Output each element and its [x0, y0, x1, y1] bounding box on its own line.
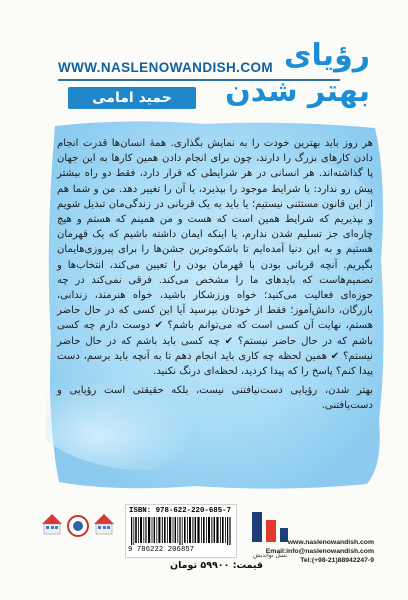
brs-logo-icon-2: [94, 514, 114, 534]
barcode-digits: 9 786222 206857: [128, 546, 195, 554]
brs-logo-icon: [42, 514, 62, 534]
contact-email: Email:info@naslenowandish.com: [265, 548, 374, 555]
barcode-icon: [131, 517, 231, 545]
blurb-panel: [45, 120, 385, 492]
certification-logos: [38, 496, 118, 548]
isbn-barcode-box: [125, 504, 237, 558]
book-title-line-2: بهتر شدن: [225, 74, 370, 109]
blurb-text: [57, 136, 373, 418]
blurb-paragraph-1: هر روز باید بهترین خودت را به نمایش بگذاری. همهٔ انسان‌ها قدرت انجام دادن کارهای بزرگ را دارند، چون برای انجام دادن همین کارها به این جهان پا گذاشته‌اند. هر انسانی در هر شرایطی که قرار دارد، فقط دو راه بیشتر پیش رو ندارد: یا شرایط موجود را بپذیرد، یا آن را تغییر دهد. من و شما هم از این قانون مستثنی نیستیم؛ یا باید به یک قربانی در زندگی‌مان تبدیل شویم و بپذیریم که شرایط همین است که هست و من همینم که هستم و هیچ چاره‌ای جز تسلیم شدن ندارم، یا اینکه ایمان داشته باشیم که یک قهرمان هستیم و به این دنیا آمده‌ایم تا باشکوه‌ترین جشن‌ها را برای پیروزی‌هایمان بگیریم. آنچه قربانی بودن یا قهرمان بودن را تعیین می‌کند، انتخاب‌ها و تصمیم‌هاست که بایدهای ما را مشخص می‌کند. فرقی نمی‌کند در چه حوزه‌ای فعالیت می‌کنید؛ خواه ورزشکار باشید، خواه هنرمند، زندانی، بازرگان، دانش‌آموز؛ فقط از خودتان بپرسید آیا این کسی که در حال حاضر هستم، نهایت آن کسی است که می‌توانم باشم؟ ✔ دوست دارم چه کسی باشم که در حال حاضر نیستم؟ ✔ چه کسی باید باشم که در حال حاضر نیستم؟ ✔ همین لحظه چه کاری باید انجام دهم تا به آنچه باید برسم، دست پیدا کنم؟ پاسخ را که پیدا کردید، لحظه‌ای درنگ نکنید.: [57, 138, 373, 378]
publisher-name: نسل نواندیش: [252, 552, 288, 559]
author-name: حمید امامی: [68, 87, 196, 109]
contact-phone: Tel:(+98-21)88942247-9: [300, 557, 374, 564]
book-price: قیمت: ۵۹۹۰۰ تومان: [170, 560, 264, 571]
blurb-paragraph-2: بهتر شدن، رؤیایی دست‌نیافتنی نیست، بلکه حقیقتی است رؤیایی و دست‌یافتنی.: [57, 385, 373, 412]
contact-website: www.naslenowandish.com: [287, 539, 374, 546]
publisher-contact: [226, 538, 374, 565]
publisher-website: WWW.NASLENOWANDISH.COM: [58, 60, 274, 75]
isbn-label: ISBN: 978-622-220-685-7: [129, 507, 232, 515]
seal-logo-icon: [68, 516, 88, 536]
book-title-line-1: رؤیای: [284, 38, 370, 73]
